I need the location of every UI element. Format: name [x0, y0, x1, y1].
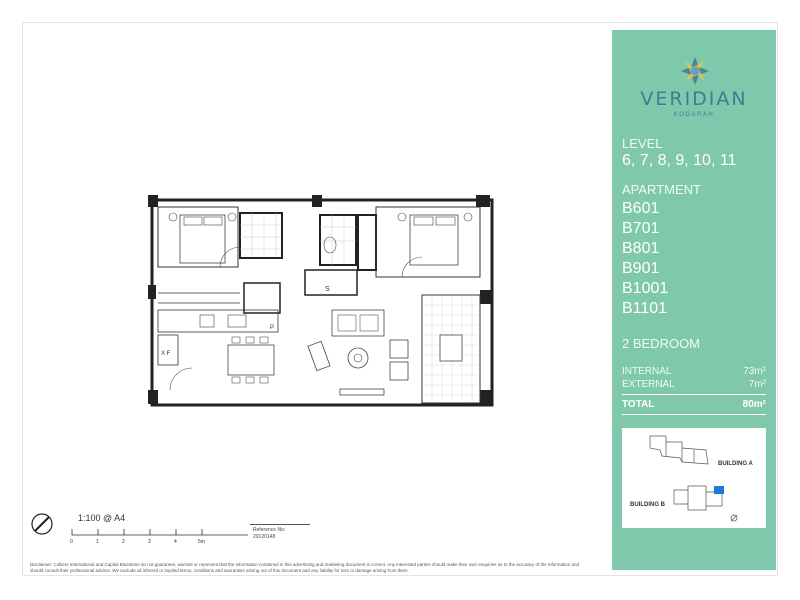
scale-label: 1:100 @ A4 [78, 513, 126, 523]
scale-tick: 1 [96, 539, 99, 545]
bedroom-count: 2 BEDROOM [622, 336, 701, 351]
scale-bar [70, 523, 250, 547]
apartment-unit: B1001 [622, 280, 669, 297]
total-area-label: TOTAL [622, 399, 655, 410]
apartment-label: APARTMENT [622, 182, 701, 197]
internal-area-label: INTERNAL [622, 366, 672, 377]
level-value: 6, 7, 8, 9, 10, 11 [622, 152, 737, 169]
key-plan-drawing [622, 428, 766, 528]
brand-name: VERIDIAN [640, 88, 748, 110]
building-a-label: BUILDING A [718, 461, 753, 467]
scale-tick: 0 [70, 539, 73, 545]
building-b-label: BUILDING B [630, 502, 665, 508]
external-area-row [622, 379, 766, 390]
external-area-value: 7m² [748, 379, 766, 390]
north-arrow-icon [30, 512, 54, 536]
reference-label: Reference No: [253, 527, 286, 533]
apartment-unit: B601 [622, 200, 660, 217]
internal-area-value: 73m² [743, 366, 766, 377]
storage-label: S [325, 286, 330, 293]
total-divider [622, 394, 766, 395]
total-divider-bottom [622, 414, 766, 415]
scale-tick: 5m [198, 539, 205, 545]
laundry-label: X F [161, 351, 171, 357]
external-area-label: EXTERNAL [622, 379, 675, 390]
key-plan [622, 428, 766, 528]
scale-tick: 4 [174, 539, 177, 545]
apartment-unit: B1101 [622, 300, 668, 317]
total-area-row [622, 399, 766, 410]
total-area-value: 80m² [742, 399, 766, 410]
veridian-logo-icon [678, 54, 712, 88]
disclaimer-text: Disclaimer: Colliers International and Capital Bluestone do not guarantee, warrant or represent that the information contained in this advertising and marketing document is correct. Any interested parties should make their own enquiries as to the accuracy of the information and should consult their professional advisor. We exclude all inferred or implied terms, conditions and warranties arising out of this document and any liability for loss or damage arising from them. [30, 562, 580, 574]
apartment-unit: B901 [622, 260, 660, 277]
floor-plan [140, 185, 500, 415]
level-label: LEVEL [622, 136, 663, 151]
apartment-unit: B701 [622, 220, 660, 237]
fridge-label: P [270, 325, 275, 331]
info-panel [612, 30, 776, 570]
reference-divider [250, 524, 310, 525]
highlighted-unit [714, 486, 724, 494]
apartment-unit: B801 [622, 240, 660, 257]
internal-area-row [622, 366, 766, 377]
brand-location: KOGARAH [673, 112, 715, 118]
reference-block [253, 527, 285, 540]
scale-tick: 2 [122, 539, 125, 545]
scale-tick: 3 [148, 539, 151, 545]
reference-number: 20120148 [253, 533, 276, 540]
